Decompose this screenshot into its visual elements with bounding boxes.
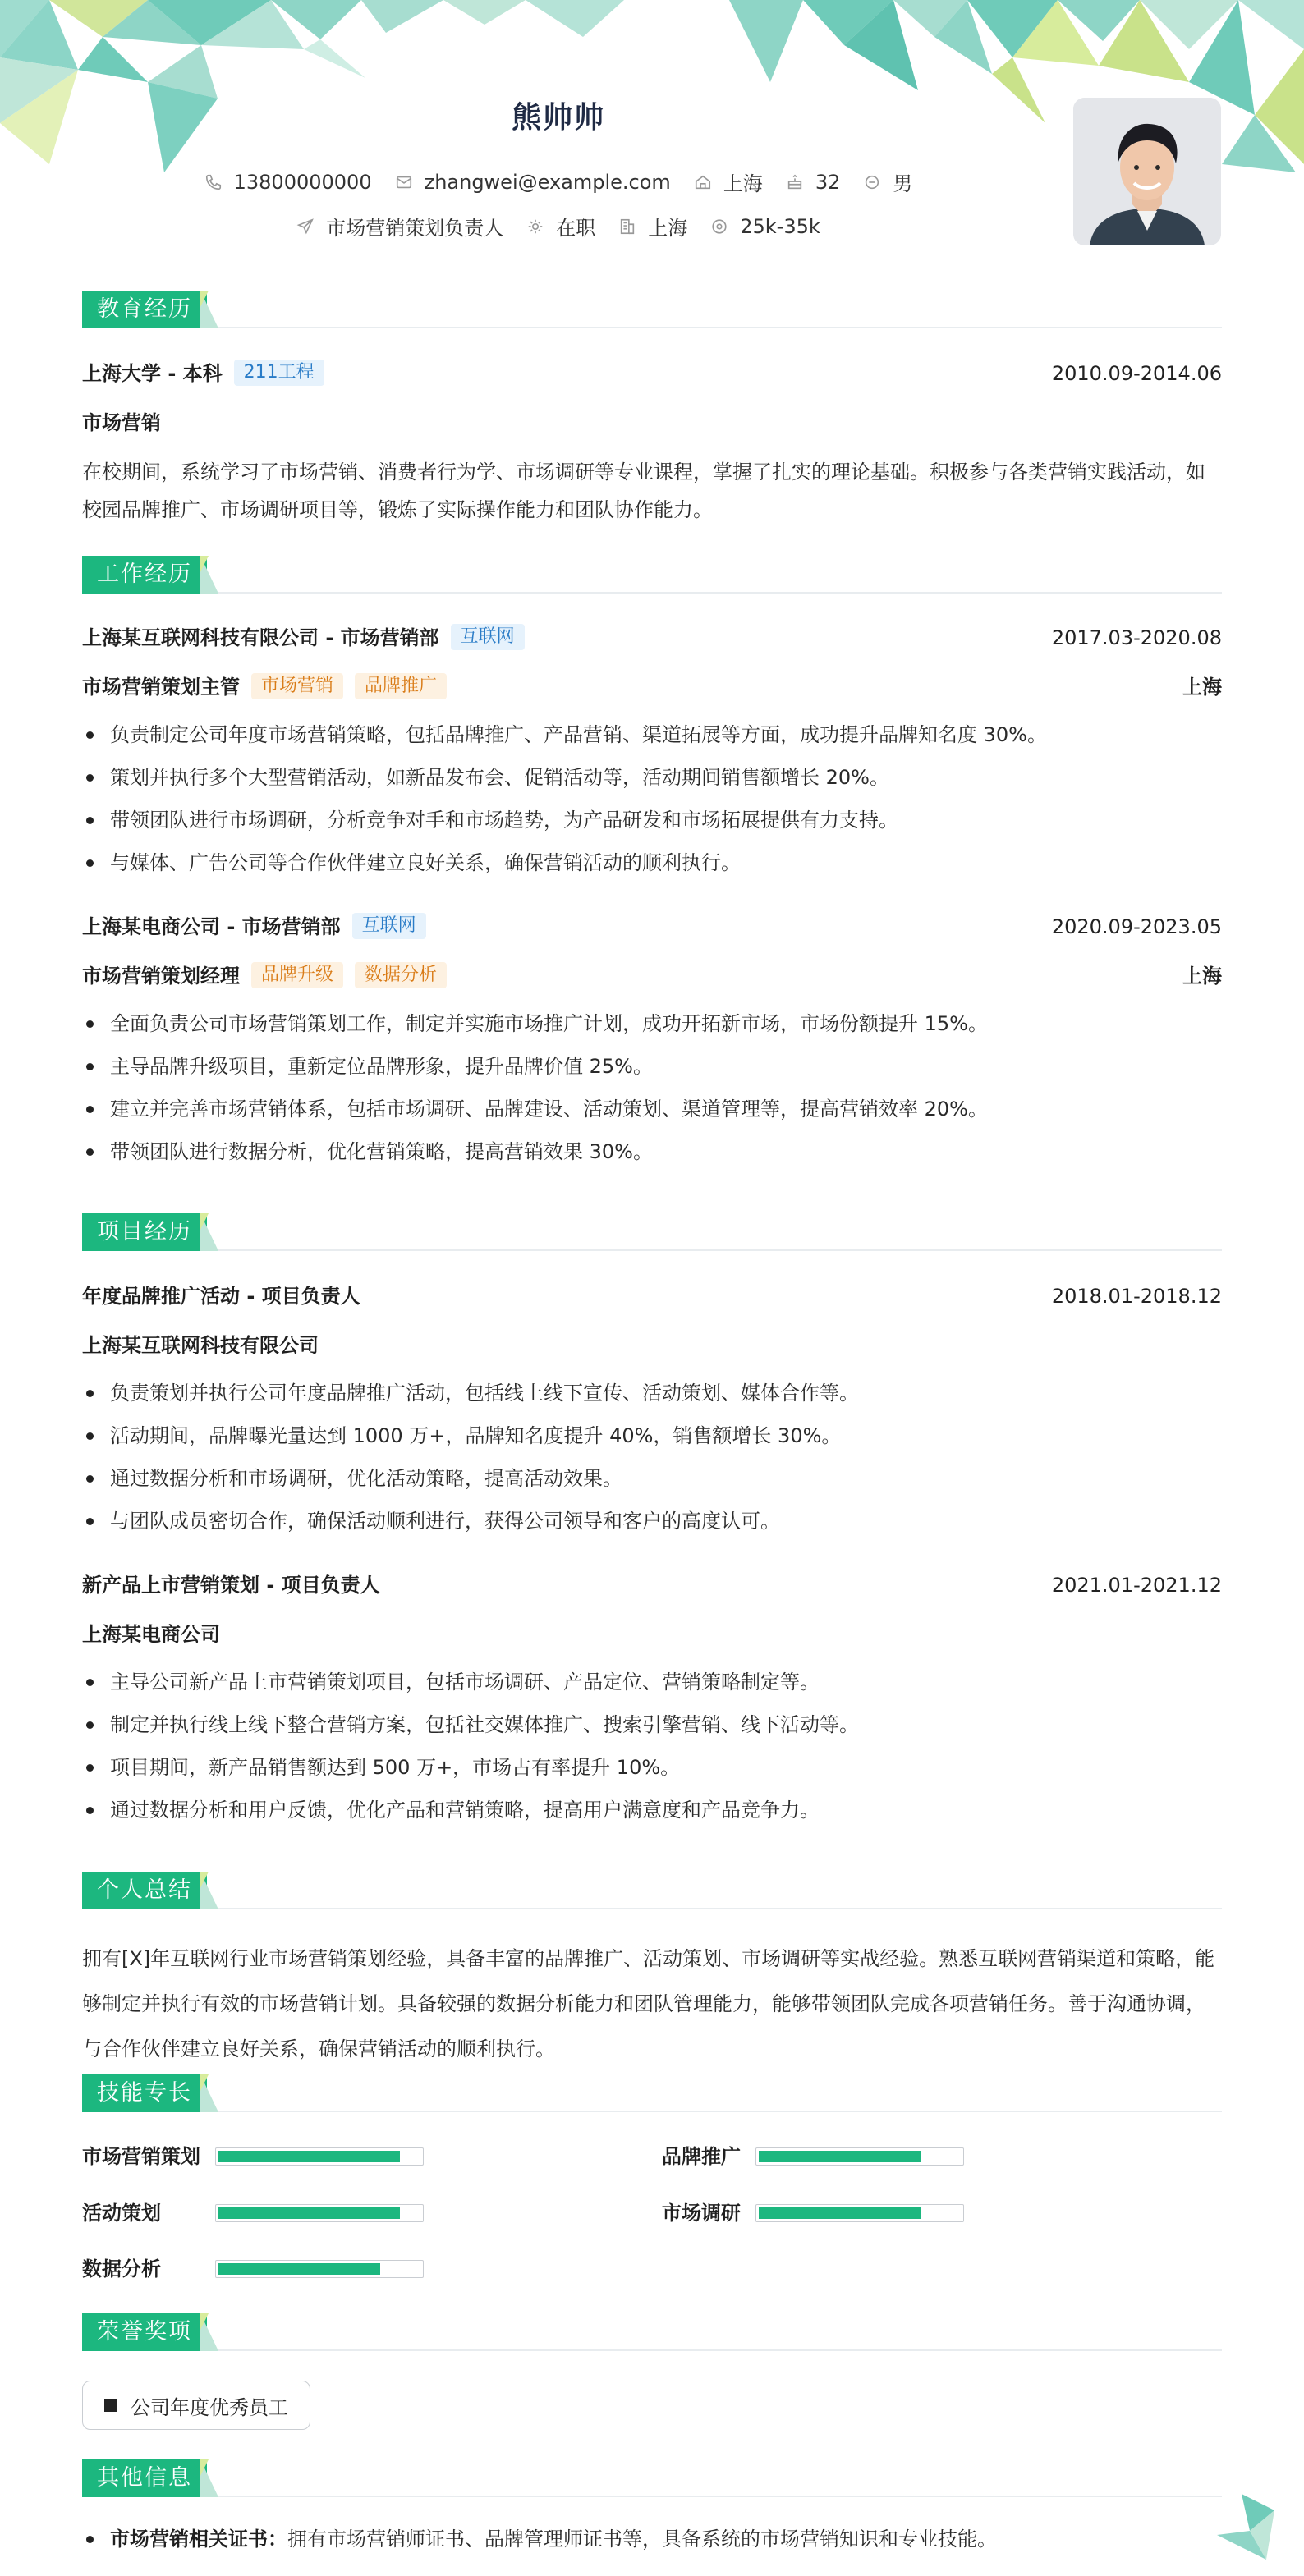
- status-value: 在职: [556, 217, 596, 240]
- skill-bar-fill: [218, 2151, 400, 2162]
- school-name: 上海大学 - 本科: [82, 362, 223, 385]
- list-item: 活动期间，品牌曝光量达到 1000 万+，品牌知名度提升 40%，销售额增长 30%。: [82, 1422, 1222, 1464]
- section-divider: [82, 2496, 1222, 2497]
- email-info: [395, 171, 671, 194]
- skill-bar-fill: [218, 2207, 400, 2219]
- skill-tag: 品牌升级: [251, 962, 343, 988]
- resume-header: [0, 0, 1304, 279]
- list-item: 主导品牌升级项目，重新定位品牌形象，提升品牌价值 25%。: [82, 1052, 1222, 1095]
- industry-tag: 互联网: [451, 624, 525, 650]
- section-title: 个人总结: [82, 1872, 207, 1909]
- skill-bar-fill: [218, 2263, 380, 2275]
- section-divider: [82, 1908, 1222, 1909]
- other-info-text: 拥有市场营销师证书、品牌管理师证书等，具备系统的市场营销知识和专业技能。: [287, 2528, 997, 2551]
- status-info: [526, 212, 595, 241]
- section-title-tail: [200, 556, 218, 594]
- skill-name: 数据分析: [82, 2257, 161, 2280]
- section-header: [82, 291, 1222, 328]
- money-icon: [710, 218, 728, 236]
- section-divider: [82, 327, 1222, 328]
- work-entry-2-role: [82, 962, 1222, 990]
- skill-bar: [215, 2204, 424, 2222]
- skill-name: 市场营销策划: [82, 2145, 200, 2168]
- work-date: 2017.03-2020.08: [1051, 626, 1222, 649]
- section-header: [82, 1213, 1222, 1251]
- skill-bar-fill: [759, 2207, 921, 2219]
- project-date: 2021.01-2021.12: [1051, 1574, 1222, 1597]
- project-title: 年度品牌推广活动 - 项目负责人: [82, 1285, 360, 1308]
- section-divider: [82, 592, 1222, 594]
- project-org: 上海某电商公司: [82, 1623, 220, 1646]
- project-entry-1-header: [82, 1282, 1222, 1310]
- send-icon: [296, 218, 315, 236]
- section-title: 其他信息: [82, 2459, 207, 2497]
- section-header: [82, 2074, 1222, 2112]
- skill-name: 市场调研: [662, 2202, 741, 2225]
- skill-tag: 市场营销: [251, 673, 343, 699]
- education-entry: [82, 360, 1222, 387]
- project-title: 新产品上市营销策划 - 项目负责人: [82, 1574, 380, 1597]
- phone-icon: [204, 173, 223, 191]
- skill-tag: 数据分析: [355, 962, 447, 988]
- gender-info: [863, 167, 912, 196]
- education-major: 市场营销: [82, 411, 161, 434]
- skill-name: 活动策划: [82, 2202, 161, 2225]
- work-entry-2-header: [82, 913, 1222, 941]
- gender-value: 男: [893, 172, 913, 195]
- company-name: 上海某电商公司 - 市场营销部: [82, 915, 341, 938]
- location-info: [694, 167, 763, 196]
- section-title-tail: [200, 291, 218, 328]
- project-entry-2-bullets: [82, 1668, 1222, 1839]
- section-title-tail: [200, 2459, 218, 2497]
- section-title-tail: [200, 2313, 218, 2351]
- work-entry-1-bullets: [82, 721, 1222, 892]
- company-name: 上海某互联网科技有限公司 - 市场营销部: [82, 626, 439, 649]
- skills-section: [82, 2074, 1222, 2112]
- section-header: [82, 556, 1222, 594]
- education-description: 在校期间，系统学习了市场营销、消费者行为学、市场调研等专业课程，掌握了扎实的理论基础。积极参与各类营销实践活动，如校园品牌推广、市场调研项目等，锻炼了实际操作能力和团队协作能力。: [82, 461, 1205, 521]
- salary-info: [710, 215, 820, 238]
- city-info: [618, 212, 687, 241]
- section-title: 荣誉奖项: [82, 2313, 207, 2351]
- section-title-tail: [200, 2074, 218, 2112]
- section-header: [82, 2313, 1222, 2351]
- building-icon: [618, 218, 636, 236]
- list-item: 负责策划并执行公司年度品牌推广活动，包括线上线下宣传、活动策划、媒体合作等。: [82, 1379, 1222, 1422]
- location-value: 上海: [723, 172, 763, 195]
- phone-value: 13800000000: [233, 170, 372, 194]
- industry-tag: 互联网: [352, 913, 426, 939]
- job-role: 市场营销策划主管: [82, 676, 240, 699]
- other-info-label: 市场营销相关证书: [110, 2528, 268, 2551]
- section-divider: [82, 2111, 1222, 2112]
- section-title: 教育经历: [82, 291, 207, 328]
- awards-section: [82, 2313, 1222, 2351]
- square-bullet-icon: [104, 2399, 117, 2412]
- job-intent-row: [0, 212, 1117, 241]
- project-entry-1-bullets: [82, 1379, 1222, 1550]
- list-item: 负责制定公司年度市场营销策略，包括品牌推广、产品营销、渠道拓展等方面，成功提升品牌知名度 30%。: [82, 721, 1222, 763]
- section-header: [82, 2459, 1222, 2497]
- section-title: 项目经历: [82, 1213, 207, 1251]
- skill-tag: 品牌推广: [355, 673, 447, 699]
- salary-value: 25k-35k: [740, 214, 820, 238]
- skill-bar: [215, 2260, 424, 2278]
- cake-icon: [786, 173, 804, 191]
- work-city: 上海: [1182, 676, 1222, 699]
- home-icon: [694, 173, 712, 191]
- summary-text: 拥有[X]年互联网行业市场营销策划经验，具备丰富的品牌推广、活动策划、市场调研等实战经验。熟悉互联网营销渠道和策略，能够制定并执行有效的市场营销计划。具备较强的数据分析能力和团队管理能力，能够带领团队完成各项营销任务。善于沟通协调，与合作伙伴建立良好关系，确保营销活动的顺利执行。: [82, 1947, 1215, 2060]
- gender-icon: [863, 173, 881, 191]
- education-date: 2010.09-2014.06: [1051, 362, 1222, 385]
- work-date: 2020.09-2023.05: [1051, 915, 1222, 938]
- list-item: 制定并执行线上线下整合营销方案，包括社交媒体推广、搜索引擎营销、线下活动等。: [82, 1711, 1222, 1753]
- skill-bar: [215, 2147, 424, 2166]
- work-entry-1-role: [82, 673, 1222, 701]
- skill-bar: [755, 2147, 964, 2166]
- other-info-item: [82, 2525, 1222, 2553]
- list-item: 策划并执行多个大型营销活动，如新品发布会、促销活动等，活动期间销售额增长 20%。: [82, 763, 1222, 806]
- list-item: 带领团队进行数据分析，优化营销策略，提高营销效果 30%。: [82, 1138, 1222, 1180]
- corner-decoration: [1217, 2494, 1274, 2560]
- list-item: 全面负责公司市场营销策划工作，制定并实施市场推广计划，成功开拓新市场，市场份额提升 15%。: [82, 1010, 1222, 1052]
- work-entry-1-header: [82, 624, 1222, 652]
- mail-icon: [395, 173, 413, 191]
- phone-info: [204, 171, 372, 194]
- education-section: [82, 291, 1222, 328]
- award-name: 公司年度优秀员工: [131, 2395, 288, 2419]
- work-entry-2-bullets: [82, 1010, 1222, 1180]
- list-item: 建立并完善市场营销体系，包括市场调研、品牌建设、活动策划、渠道管理等，提高营销效率 20%。: [82, 1095, 1222, 1138]
- list-item: 与团队成员密切合作，确保活动顺利进行，获得公司领导和客户的高度认可。: [82, 1507, 1222, 1550]
- summary-section: [82, 1872, 1222, 1909]
- list-item: 与媒体、广告公司等合作伙伴建立良好关系，确保营销活动的顺利执行。: [82, 849, 1222, 892]
- section-title-tail: [200, 1872, 218, 1909]
- section-title: 工作经历: [82, 556, 207, 594]
- city-value: 上海: [648, 217, 688, 240]
- school-tag: 211工程: [234, 360, 324, 386]
- section-title: 技能专长: [82, 2074, 207, 2112]
- work-city: 上海: [1182, 965, 1222, 988]
- section-header: [82, 1872, 1222, 1909]
- section-divider: [82, 2349, 1222, 2351]
- list-item: 主导公司新产品上市营销策划项目，包括市场调研、产品定位、营销策略制定等。: [82, 1668, 1222, 1711]
- project-entry-2-header: [82, 1571, 1222, 1599]
- skill-bar: [755, 2204, 964, 2222]
- position-info: [296, 212, 503, 241]
- work-section: [82, 556, 1222, 594]
- project-org: 上海某互联网科技有限公司: [82, 1334, 319, 1357]
- list-item: 通过数据分析和市场调研，优化活动策略，提高活动效果。: [82, 1464, 1222, 1507]
- list-item: 项目期间，新产品销售额达到 500 万+，市场占有率提升 10%。: [82, 1753, 1222, 1796]
- project-date: 2018.01-2018.12: [1051, 1285, 1222, 1308]
- avatar-portrait: [1073, 98, 1221, 245]
- award-badge: [82, 2381, 310, 2430]
- skill-name: 品牌推广: [662, 2145, 741, 2168]
- other-section: [82, 2459, 1222, 2497]
- section-divider: [82, 1249, 1222, 1251]
- email-value: zhangwei@example.com: [424, 170, 671, 194]
- contact-row: [0, 167, 1117, 196]
- position-value: 市场营销策划负责人: [326, 217, 504, 240]
- avatar: [1073, 98, 1221, 245]
- section-title-tail: [200, 1213, 218, 1251]
- list-item: 带领团队进行市场调研，分析竞争对手和市场趋势，为产品研发和市场拓展提供有力支持。: [82, 806, 1222, 849]
- projects-section: [82, 1213, 1222, 1251]
- age-value: 32: [815, 170, 841, 194]
- list-item: 通过数据分析和用户反馈，优化产品和营销策略，提高用户满意度和产品竞争力。: [82, 1796, 1222, 1839]
- age-info: [786, 171, 841, 194]
- colon-separator: ：: [268, 2528, 287, 2551]
- candidate-name: 熊帅帅: [511, 101, 605, 135]
- job-role: 市场营销策划经理: [82, 965, 240, 988]
- gear-icon: [526, 218, 544, 236]
- skill-bar-fill: [759, 2151, 921, 2162]
